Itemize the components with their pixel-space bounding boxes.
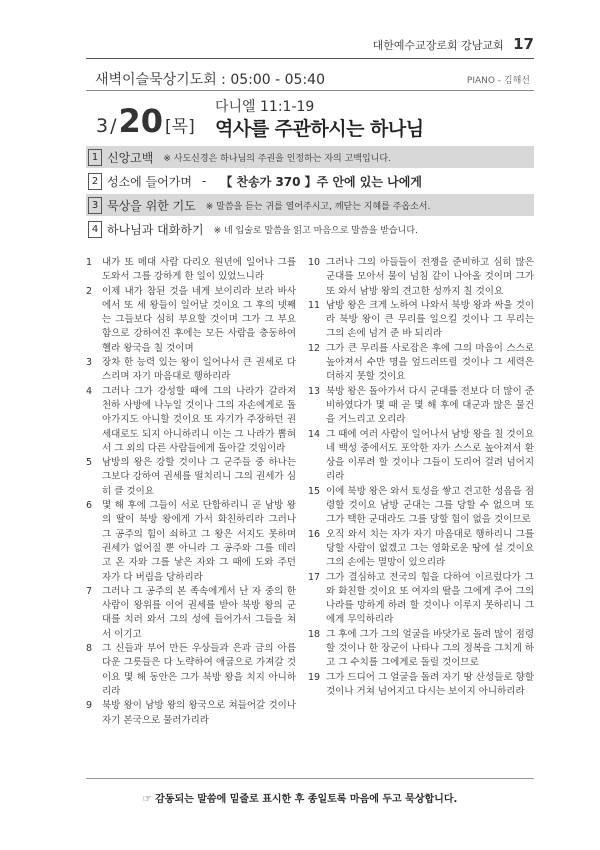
- schedule-text: 새벽이슬묵상기도회 : 05:00 - 05:40: [95, 72, 325, 88]
- verse-item: [86, 456, 296, 499]
- verse-number: 16: [308, 528, 321, 540]
- sermon-title: 역사를 주관하시는 하나님: [215, 118, 424, 140]
- footer-instruction: ☞ 감동되는 말씀에 밑줄로 표시한 후 종일토록 마음에 두고 묵상합니다.: [142, 794, 458, 805]
- verse-text: 그러나 그 공주의 본 족속에게서 난 자 중의 한 사람이 왕위를 이어 권세를 받아 북방 왕의 군대를 치러 와서 그의 성에 들어가서 그들을 쳐서 이기고: [102, 585, 296, 640]
- verse-text: 그러나 그의 아들들이 전쟁을 준비하고 심히 많은 군대를 모아서 물이 넘침 같이 나아올 것이며 그가 또 와서 남방 왕의 견고한 성까지 칠 것이요: [326, 257, 534, 297]
- date-weekday: [목]: [165, 117, 195, 137]
- date-day: 20: [118, 102, 164, 140]
- verse-number: 1: [86, 257, 93, 268]
- verse-item: [86, 256, 296, 285]
- page-number: 17: [513, 35, 534, 53]
- step-label: 묵상을 위한 기도: [107, 198, 196, 213]
- divider-top: [86, 58, 534, 59]
- verse-item: [86, 642, 296, 699]
- verse-text: 이에 북방 왕은 와서 토성을 쌓고 견고한 성읍을 점령할 것이요 남방 군대는 그를 당할 수 없으며 또 그가 택한 군대라도 그를 당할 힘이 없을 것이므로: [326, 485, 534, 526]
- step-description: ※ 말씀을 듣는 귀를 열어주시고, 깨닫는 지혜를 주옵소서.: [205, 201, 431, 212]
- step-number: 1: [88, 149, 102, 166]
- verse-number: 9: [86, 700, 93, 712]
- step-number: 2: [88, 173, 102, 190]
- step-dialogue-with-god: [86, 218, 534, 240]
- step-number: 4: [88, 221, 102, 238]
- verse-number: 19: [308, 671, 321, 683]
- verse-item: [86, 285, 296, 356]
- verse-item: [308, 385, 534, 428]
- step-number: 3: [88, 197, 102, 214]
- step-description: ※ 사도신경은 하나님의 주권을 인정하는 자의 고백입니다.: [163, 153, 391, 164]
- verse-item: [86, 499, 296, 585]
- verse-number: 12: [308, 342, 321, 354]
- verse-text: 그가 결심하고 전국의 힘을 다하여 이르렀다가 그와 화친할 것이요 또 여자의 딸을 그에게 주어 그의 나라를 망하게 하려 할 것이나 이루지 못하리니 그에게 무익하리라: [326, 571, 534, 626]
- verse-item: [308, 671, 534, 700]
- verse-text: 그 때에 여러 사람이 일어나서 남방 왕을 칠 것이요 네 백성 중에서도 포악한 자가 스스로 높아져서 환상을 이루려 할 것이나 그들이 도리어 걸려 넘어지리라: [326, 428, 534, 483]
- verse-item: [308, 485, 534, 528]
- date-slash: /: [110, 115, 117, 137]
- verse-text: 오직 와서 치는 자가 자기 마음대로 행하리니 그를 당할 사람이 없겠고 그는 영화로운 땅에 설 것이요 그의 손에는 멸망이 있으리라: [326, 528, 534, 569]
- church-name: 대한예수교장로회 강남교회: [372, 39, 504, 52]
- verse-item: [308, 256, 534, 299]
- verse-number: 18: [308, 628, 321, 640]
- verse-item: [86, 585, 296, 642]
- verse-number: 6: [86, 500, 93, 512]
- verse-number: 10: [308, 257, 321, 268]
- verse-item: [308, 628, 534, 671]
- verse-text: 남방 왕은 크게 노하여 나와서 북방 왕과 싸울 것이라 북방 왕이 큰 무리를 일으킬 것이나 그 무리는 그의 손에 넘겨 준 바 되리라: [326, 299, 534, 340]
- verse-number: 7: [86, 585, 93, 597]
- page-header: [373, 35, 534, 53]
- verse-text: 이제 내가 참된 것을 네게 보이리라 보라 바사에서 또 세 왕들이 일어날 것이요 그 후의 넷째는 그들보다 심히 부요할 것이며 그가 그 부요함으로 강하여진 후에는 모든 사람을 충동하여 헬라 왕국을 칠 것이며: [102, 285, 296, 354]
- scripture-reference: 다니엘 11:1-19: [215, 99, 315, 115]
- divider-schedule: [86, 90, 534, 91]
- verse-number: 11: [308, 299, 321, 311]
- verse-item: [86, 385, 296, 456]
- step-label: 성소에 들어가며: [107, 174, 192, 189]
- date-month: 3: [96, 115, 109, 137]
- verse-item: [86, 699, 296, 728]
- verse-text: 그러나 그가 강성할 때에 그의 나라가 갈라져 천하 사방에 나누일 것이나 그의 자손에게로 돌아가지도 아니할 것이요 또 자기가 주장하던 권세대로도 되지 아니하리니 이는 그 나라가 뽑혀서 그 외의 다른 사람들에게 돌아갈 것임이라: [102, 385, 296, 454]
- verse-item: [308, 342, 534, 385]
- verse-text: 북방 왕이 남방 왕의 왕국으로 쳐들어갈 것이나 자기 본국으로 물러가리라: [102, 700, 296, 726]
- pianist-text: PIANO - 김해선: [466, 76, 530, 86]
- verse-text: 그 신들과 부어 만든 우상들과 은과 금의 아름다운 그릇들은 다 노략하여 애굽으로 가져갈 것이요 몇 해 동안은 그가 북방 왕을 치지 아니하리라: [102, 643, 296, 697]
- verse-item: [308, 571, 534, 628]
- verse-item: [308, 428, 534, 485]
- verse-number: 17: [308, 571, 321, 583]
- verse-text: 그가 큰 무리를 사로잡은 후에 그의 마음이 스스로 높아져서 수만 명을 엎드러뜨릴 것이나 그 세력은 더하지 못할 것이요: [326, 342, 534, 383]
- hymn-title: 【 찬송가 370 】주 안에 있는 나에게: [220, 174, 422, 189]
- verse-text: 그 후에 그가 그의 얼굴을 바닷가로 돌려 많이 점령할 것이나 한 장군이 나타나 그의 정복을 그치게 하고 그 수치를 그에게로 돌릴 것이므로: [326, 628, 534, 669]
- verse-number: 15: [308, 485, 321, 497]
- verse-number: 4: [86, 385, 93, 397]
- verse-number: 5: [86, 457, 93, 469]
- step-meditation-prayer: [86, 194, 534, 216]
- verse-number: 13: [308, 385, 321, 397]
- verse-text: 내가 또 메대 사람 다리오 원년에 일어나 그를 도와서 그를 강하게 한 일이 있었느니라: [102, 257, 296, 283]
- verse-number: 3: [86, 357, 93, 369]
- verse-item: [86, 356, 296, 385]
- divider-bottom: [86, 778, 534, 779]
- verse-text: 몇 해 후에 그들이 서로 단합하리니 곧 남방 왕의 딸이 북방 왕에게 가서 화친하리라 그러나 그 공주의 힘이 쇠하고 그 왕은 서지도 못하며 권세가 없어질 뿐 아니라 그 공주와 그를 데리고 온 자와 그를 낳은 자와 그 때에 도와 주던 자가 다 버림을 당하리라: [102, 500, 296, 583]
- verses-left-column: [86, 256, 296, 728]
- verse-text: 그가 드디어 그 얼굴을 돌려 자기 땅 산성들로 향할 것이나 거쳐 넘어지고 다시는 보이지 아니하리라: [326, 671, 534, 697]
- step-label: 하나님과 대화하기: [107, 222, 204, 237]
- step-label: 신앙고백: [107, 150, 154, 165]
- step-enter-sanctuary: [86, 170, 534, 192]
- step-dash: -: [201, 174, 207, 188]
- verse-item: [308, 299, 534, 342]
- verse-number: 2: [86, 285, 93, 297]
- verse-item: [308, 528, 534, 571]
- verse-text: 남방의 왕은 강할 것이나 그 군주들 중 하나는 그보다 강하여 권세를 떨치리니 그의 권세가 심히 클 것이요: [102, 457, 296, 497]
- date-block: [96, 102, 195, 140]
- verse-text: 장차 한 능력 있는 왕이 일어나서 큰 권세로 다스리며 자기 마음대로 행하리라: [102, 357, 296, 383]
- verse-number: 14: [308, 428, 321, 440]
- step-description: ※ 네 입술로 말씀을 읽고 마음으로 말씀을 받습니다.: [213, 225, 418, 236]
- verse-number: 8: [86, 643, 93, 655]
- verse-text: 북방 왕은 돌아가서 다시 군대를 전보다 더 많이 준비하였다가 몇 때 곧 몇 해 후에 대군과 많은 물건을 거느리고 오리라: [326, 385, 534, 426]
- verses-right-column: [308, 256, 534, 699]
- step-confession: [86, 146, 534, 168]
